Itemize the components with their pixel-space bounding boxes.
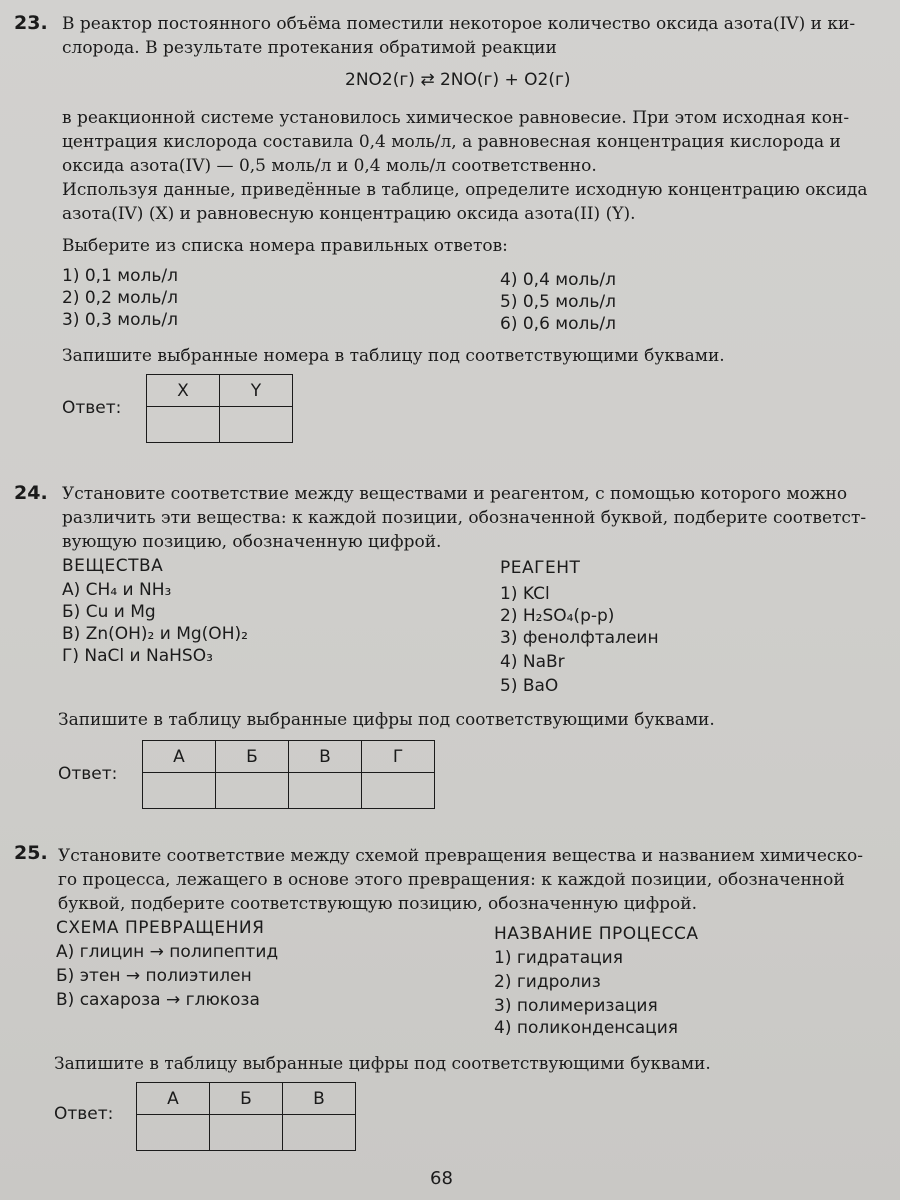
option-item: 5) 0,5 моль/л (500, 292, 616, 312)
answer-table-header: Б (210, 1083, 283, 1115)
answer-table-24 (142, 740, 435, 809)
column-heading-process: НАЗВАНИЕ ПРОЦЕССА (494, 924, 699, 944)
question-23-text-line: В реактор постоянного объёма поместили некоторое количество оксида азота(IV) и ки- (62, 14, 856, 34)
question-23-number: 23. (14, 12, 48, 34)
process-item: 4) поликонденсация (494, 1018, 679, 1038)
answer-label: Ответ: (58, 764, 118, 784)
answer-cell[interactable] (289, 773, 362, 809)
question-23-text-line: слорода. В результате протекания обратимой реакции (62, 38, 557, 58)
scheme-item: А) глицин → полипептид (56, 942, 279, 962)
reagent-item: 2) H₂SO₄(р-р) (500, 606, 615, 626)
question-23-instruction: Запишите выбранные номера в таблицу под соответствующими буквами. (62, 346, 725, 366)
reagent-item: 3) фенолфталеин (500, 628, 659, 648)
answer-cell[interactable] (216, 773, 289, 809)
answer-table-header: В (289, 741, 362, 773)
substance-item: Б) Cu и Mg (62, 602, 156, 622)
option-item: 3) 0,3 моль/л (62, 310, 178, 330)
equation-text: 2NO2(г) ⇄ 2NO(г) + O2(г) (345, 70, 571, 90)
answer-table-header: А (143, 741, 216, 773)
answer-cell-y[interactable] (220, 407, 293, 443)
column-heading-substances: ВЕЩЕСТВА (62, 556, 164, 576)
question-23-text-line: в реакционной системе установилось химическое равновесие. При этом исходная кон- (62, 108, 850, 128)
option-item: 4) 0,4 моль/л (500, 270, 616, 290)
answer-table-23 (146, 374, 293, 443)
question-24-text-line: вующую позицию, обозначенную цифрой. (62, 532, 442, 552)
answer-table-header: А (137, 1083, 210, 1115)
reagent-item: 1) KCl (500, 584, 550, 604)
answer-cell[interactable] (362, 773, 435, 809)
option-item: 2) 0,2 моль/л (62, 288, 178, 308)
option-item: 1) 0,1 моль/л (62, 266, 178, 286)
answer-label: Ответ: (54, 1104, 114, 1124)
process-item: 1) гидратация (494, 948, 623, 968)
answer-label: Ответ: (62, 398, 122, 418)
substance-item: В) Zn(OH)₂ и Mg(OH)₂ (62, 624, 248, 644)
column-heading-scheme: СХЕМА ПРЕВРАЩЕНИЯ (56, 918, 265, 938)
column-heading-reagent: РЕАГЕНТ (500, 558, 581, 578)
question-24-number: 24. (14, 482, 48, 504)
answer-cell-x[interactable] (147, 407, 220, 443)
question-24-instruction: Запишите в таблицу выбранные цифры под соответствующими буквами. (58, 710, 715, 730)
substance-item: А) CH₄ и NH₃ (62, 580, 172, 600)
option-item: 6) 0,6 моль/л (500, 314, 616, 334)
question-23-choose: Выберите из списка номера правильных ответов: (62, 236, 508, 256)
question-24-text-line: различить эти вещества: к каждой позиции, обозначенной буквой, подберите соответст- (62, 508, 867, 528)
reaction-equation (345, 70, 571, 90)
answer-table-header: X (147, 375, 220, 407)
substance-item: Г) NaCl и NaHSO₃ (62, 646, 213, 666)
answer-cell[interactable] (210, 1115, 283, 1151)
reagent-item: 4) NaBr (500, 652, 565, 672)
answer-table-header: Y (220, 375, 293, 407)
answer-table-header: Г (362, 741, 435, 773)
answer-table-header: В (283, 1083, 356, 1115)
question-23-text-line: азота(IV) (X) и равновесную концентрацию оксида азота(II) (Y). (62, 204, 636, 224)
scheme-item: В) сахароза → глюкоза (56, 990, 260, 1010)
reagent-item: 5) BaO (500, 676, 559, 696)
scheme-item: Б) этен → полиэтилен (56, 966, 252, 986)
process-item: 2) гидролиз (494, 972, 601, 992)
question-25-text-line: буквой, подберите соответствующую позицию, обозначенную цифрой. (58, 894, 698, 914)
question-25-instruction: Запишите в таблицу выбранные цифры под соответствующими буквами. (54, 1054, 711, 1074)
page-number: 68 (430, 1168, 453, 1189)
question-23-text-line: Используя данные, приведённые в таблице, определите исходную концентрацию оксида (62, 180, 868, 200)
question-25-text-line: го процесса, лежащего в основе этого превращения: к каждой позиции, обозначенной (58, 870, 845, 890)
answer-cell[interactable] (143, 773, 216, 809)
question-25-number: 25. (14, 842, 48, 864)
question-23-text-line: центрация кислорода составила 0,4 моль/л, а равновесная концентрация кислорода и (62, 132, 841, 152)
answer-table-25 (136, 1082, 356, 1151)
answer-cell[interactable] (137, 1115, 210, 1151)
question-24-text-line: Установите соответствие между веществами и реагентом, с помощью которого можно (62, 484, 848, 504)
answer-cell[interactable] (283, 1115, 356, 1151)
question-23-text-line: оксида азота(IV) — 0,5 моль/л и 0,4 моль/л соответственно. (62, 156, 597, 176)
question-25-text-line: Установите соответствие между схемой превращения вещества и названием химическо- (58, 846, 864, 866)
answer-table-header: Б (216, 741, 289, 773)
process-item: 3) полимеризация (494, 996, 658, 1016)
